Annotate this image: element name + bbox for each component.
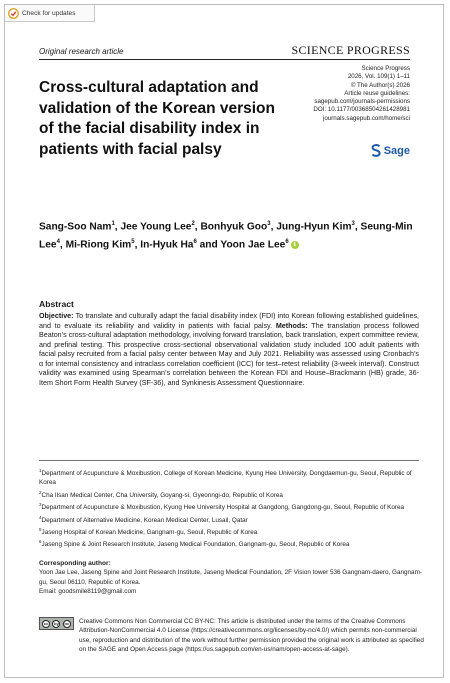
by-mark: by [54, 620, 59, 626]
abstract-text [39, 312, 419, 388]
meta-copyright: © The Author(s) 2026 [350, 81, 410, 89]
author-name: In-Hyuk Ha [140, 239, 194, 251]
affiliation-item [39, 500, 424, 512]
author-affiliation-mark: 6 [193, 238, 197, 245]
abstract-heading: Abstract [39, 299, 74, 309]
affiliation-item [39, 513, 424, 525]
cc-mark: cc [43, 620, 49, 626]
article-title: Cross-cultural adaptation and validation of the Korean version of the facial disability index in patients with facial palsy [39, 79, 275, 158]
check-for-updates-label: Check for updates [22, 9, 76, 17]
meta-doi-link[interactable]: DOI: 10.1177/00368504261428981 [313, 106, 410, 114]
affiliation-text: Department of Acupuncture & Moxibustion, Kyung Hee University Hospital at Gangdong, Gangdong-gu, Seoul, Republic of Korea [41, 504, 405, 512]
affiliation-text: Cha Ilsan Medical Center, Cha University, Goyang-si, Gyeonngi-do, Republic of Korea [41, 491, 283, 499]
author-name: Seung-Min Lee [39, 221, 413, 251]
affiliation-item [39, 466, 424, 488]
affiliation-number: 4 [39, 514, 42, 520]
author-affiliation-mark: 3 [351, 221, 355, 227]
affiliation-number: 6 [39, 539, 42, 545]
affiliation-item [39, 537, 424, 549]
author-list: Sang-Soo Nam$^1$, Jee Young Lee$^2$, Bonhyuk Goo$^3$, Jung-Hyun Kim$^3$, Seung-Min Lee$^4$, Mi-Riong Kim$^5$, In-Hyuk Ha$^6$ and Yoon Jae Lee$^6$ℹ [39, 221, 413, 251]
affiliation-number: 2 [39, 489, 42, 495]
objective-label: Objective: [39, 312, 74, 320]
header-divider [39, 59, 410, 60]
journal-name[interactable]: SCIENCE PROGRESS [291, 43, 410, 57]
affiliation-number: 3 [39, 502, 42, 508]
sage-logo-icon [371, 144, 381, 157]
author-affiliation-mark: 1 [111, 221, 115, 227]
check-for-updates-icon [8, 8, 19, 19]
article-metadata [260, 65, 410, 123]
meta-volume: 2026, Vol. 109(1) 1–11 [347, 73, 410, 81]
cc-by-nc-icon[interactable] [39, 617, 74, 630]
affiliation-item [39, 525, 424, 537]
objective-text: To translate and culturally adapt the facial disability index (FDI) into Korean following established guidelines, and to evaluate its reliability and validity in patients with facial palsy. [39, 312, 419, 330]
affiliation-text: Department of Acupuncture & Moxibustion, College of Korean Medicine, Kyung Hee University, Dongdaemun-gu, Seoul, Republic of Korea [39, 470, 412, 487]
corresponding-author-email[interactable]: Email: goodsmile8119@gmail.com [39, 587, 137, 595]
nc-mark: nc [64, 620, 70, 626]
affiliations-divider [39, 460, 419, 461]
affiliation-text: Jaseng Spine & Joint Research Institute, Jaseng Medical Foundation, Gangnam-gu, Seoul, Republic of Korea [41, 541, 350, 549]
corresponding-author-address: Yoon Jae Lee, Jaseng Spine and Joint Research Institute, Jaseng Medical Foundation, 2F Vision tower 536 Gangnam-daero, Gangnam-gu, Seoul 06110, Republic of Korea. [39, 569, 422, 586]
author-affiliation-mark: 5 [131, 238, 135, 245]
author-affiliation-mark: 3 [267, 221, 271, 227]
author-name: Bonhyuk Goo [200, 221, 268, 233]
affiliation-text: Jaseng Hospital of Korean Medicine, Gangnam-gu, Seoul, Republic of Korea [41, 529, 258, 537]
orcid-icon[interactable]: ℹ [291, 241, 299, 249]
author-name: Jung-Hyun Kim [276, 221, 352, 233]
article-page [4, 4, 444, 678]
meta-reuse-label: Article reuse guidelines: [344, 89, 410, 97]
publisher-logo[interactable] [371, 144, 410, 157]
article-type: Original research article [39, 47, 124, 56]
meta-journal-home-link[interactable]: journals.sagepub.com/home/sci [322, 114, 410, 122]
corresponding-author-heading: Corresponding author: [39, 560, 111, 567]
author-affiliation-mark: 4 [56, 238, 60, 245]
author-name: Mi-Riong Kim [65, 239, 132, 251]
affiliation-number: 1 [39, 468, 42, 473]
methods-label: Methods: [275, 321, 308, 330]
check-for-updates-badge[interactable] [5, 5, 95, 22]
author-name: Yoon Jae Lee [220, 239, 286, 251]
author-affiliation-mark: 2 [191, 221, 195, 227]
author-affiliation-mark: 6 [285, 238, 289, 245]
license-block [39, 617, 424, 654]
corresponding-author [39, 559, 424, 596]
affiliation-number: 5 [39, 526, 42, 532]
author-name: Sang-Soo Nam [39, 221, 112, 233]
affiliations [39, 466, 424, 550]
affiliation-item [39, 488, 424, 500]
affiliation-text: Department of Alternative Medicine, Korean Medical Center, Lusail, Qatar [41, 516, 248, 524]
meta-journal: Science Progress [361, 65, 410, 72]
methods-text: The translation process followed Beaton’s cross-cultural adaptation methodology, involving forward translation, back translation, expert committee review, and prefinal testing. This prospective cross-sectional observational validation study included 100 adult patients with facial palsy recruited from a facial palsy center between May and July 2021. Reliability was assessed using Cronbach’s α for internal consistency and intraclass correlation coefficient (ICC) for test–retest reliability (3-week interval). Construct validity was examined using Spearman’s correlation between the Korean FDI and House–Brackmann (HB) grade, 36-Item Short Form Health Survey (SF-36), and Synkinesis Assessment Questionnaire. [39, 321, 420, 387]
license-text: Creative Commons Non Commercial CC BY-NC: This article is distributed under the terms of the Creative Commons Attribution-NonCommercial 4.0 License (https://creativecommons.org/licenses/by-nc/4.0/) which permits non-commercial use, reproduction and distribution of the work without further permission provided the original work is attributed as specified on the SAGE and Open Access page (https://us.sagepub.com/en-us/nam/open-access-at-sage). [79, 618, 424, 653]
meta-permissions-link[interactable]: sagepub.com/journals-permissions [314, 98, 410, 106]
publisher-name: Sage [383, 144, 410, 157]
author-name: Jee Young Lee [120, 221, 192, 233]
